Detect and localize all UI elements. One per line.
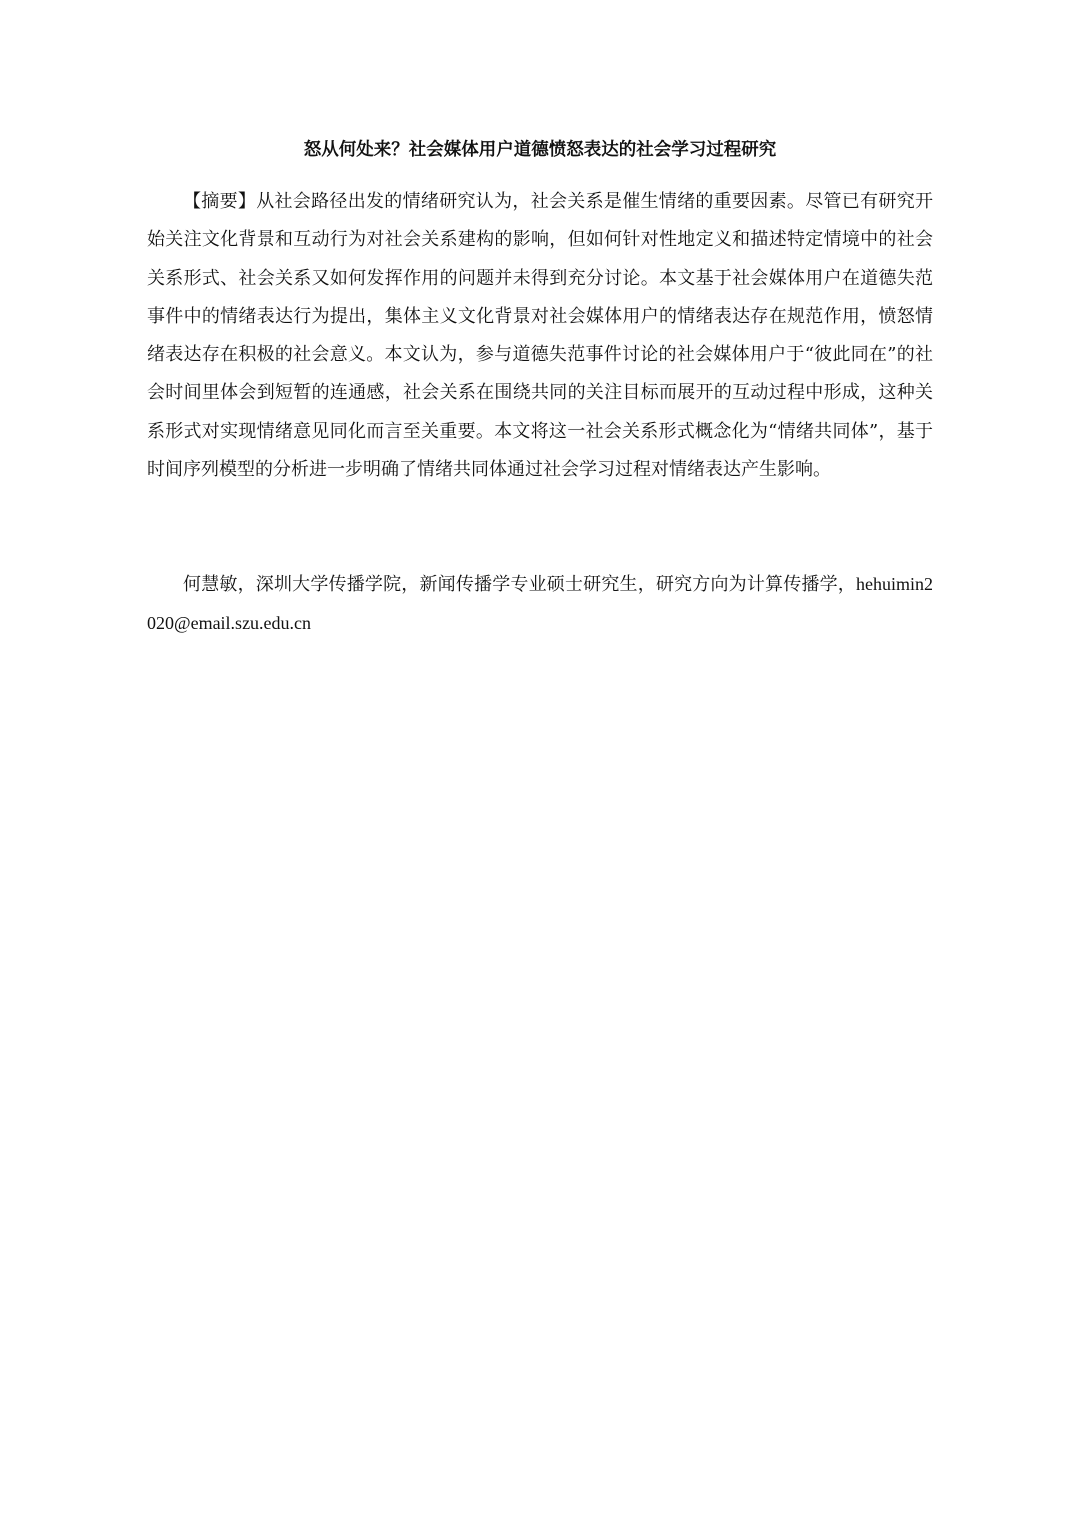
author-email: hehuimin2020@email.szu.edu.cn xyxy=(147,574,933,634)
abstract-paragraph xyxy=(147,183,933,489)
author-info-paragraph xyxy=(147,565,933,644)
abstract-label: 【摘要】 xyxy=(183,191,257,212)
paper-title: 怒从何处来？社会媒体用户道德愤怒表达的社会学习过程研究 xyxy=(303,140,777,160)
abstract-text: 从社会路径出发的情绪研究认为，社会关系是催生情绪的重要因素。尽管已有研究开始关注文化背景和互动行为对社会关系建构的影响，但如何针对性地定义和描述特定情境中的社会关系形式、社会关系又如何发挥作用的问题并未得到充分讨论。本文基于社会媒体用户在道德失范事件中的情绪表达行为提出，集体主义文化背景对社会媒体用户的情绪表达存在规范作用，愤怒情绪表达存在积极的社会意义。本文认为，参与道德失范事件讨论的社会媒体用户于“彼此同在”的社会时间里体会到短暂的连通感，社会关系在围绕共同的关注目标而展开的互动过程中形成，这种关系形式对实现情绪意见同化而言至关重要。本文将这一社会关系形式概念化为“情绪共同体”，基于时间序列模型的分析进一步明确了情绪共同体通过社会学习过程对情绪表达产生影响。 xyxy=(147,191,933,481)
author-info: 何慧敏，深圳大学传播学院，新闻传播学专业硕士研究生，研究方向为计算传播学， xyxy=(183,574,856,595)
